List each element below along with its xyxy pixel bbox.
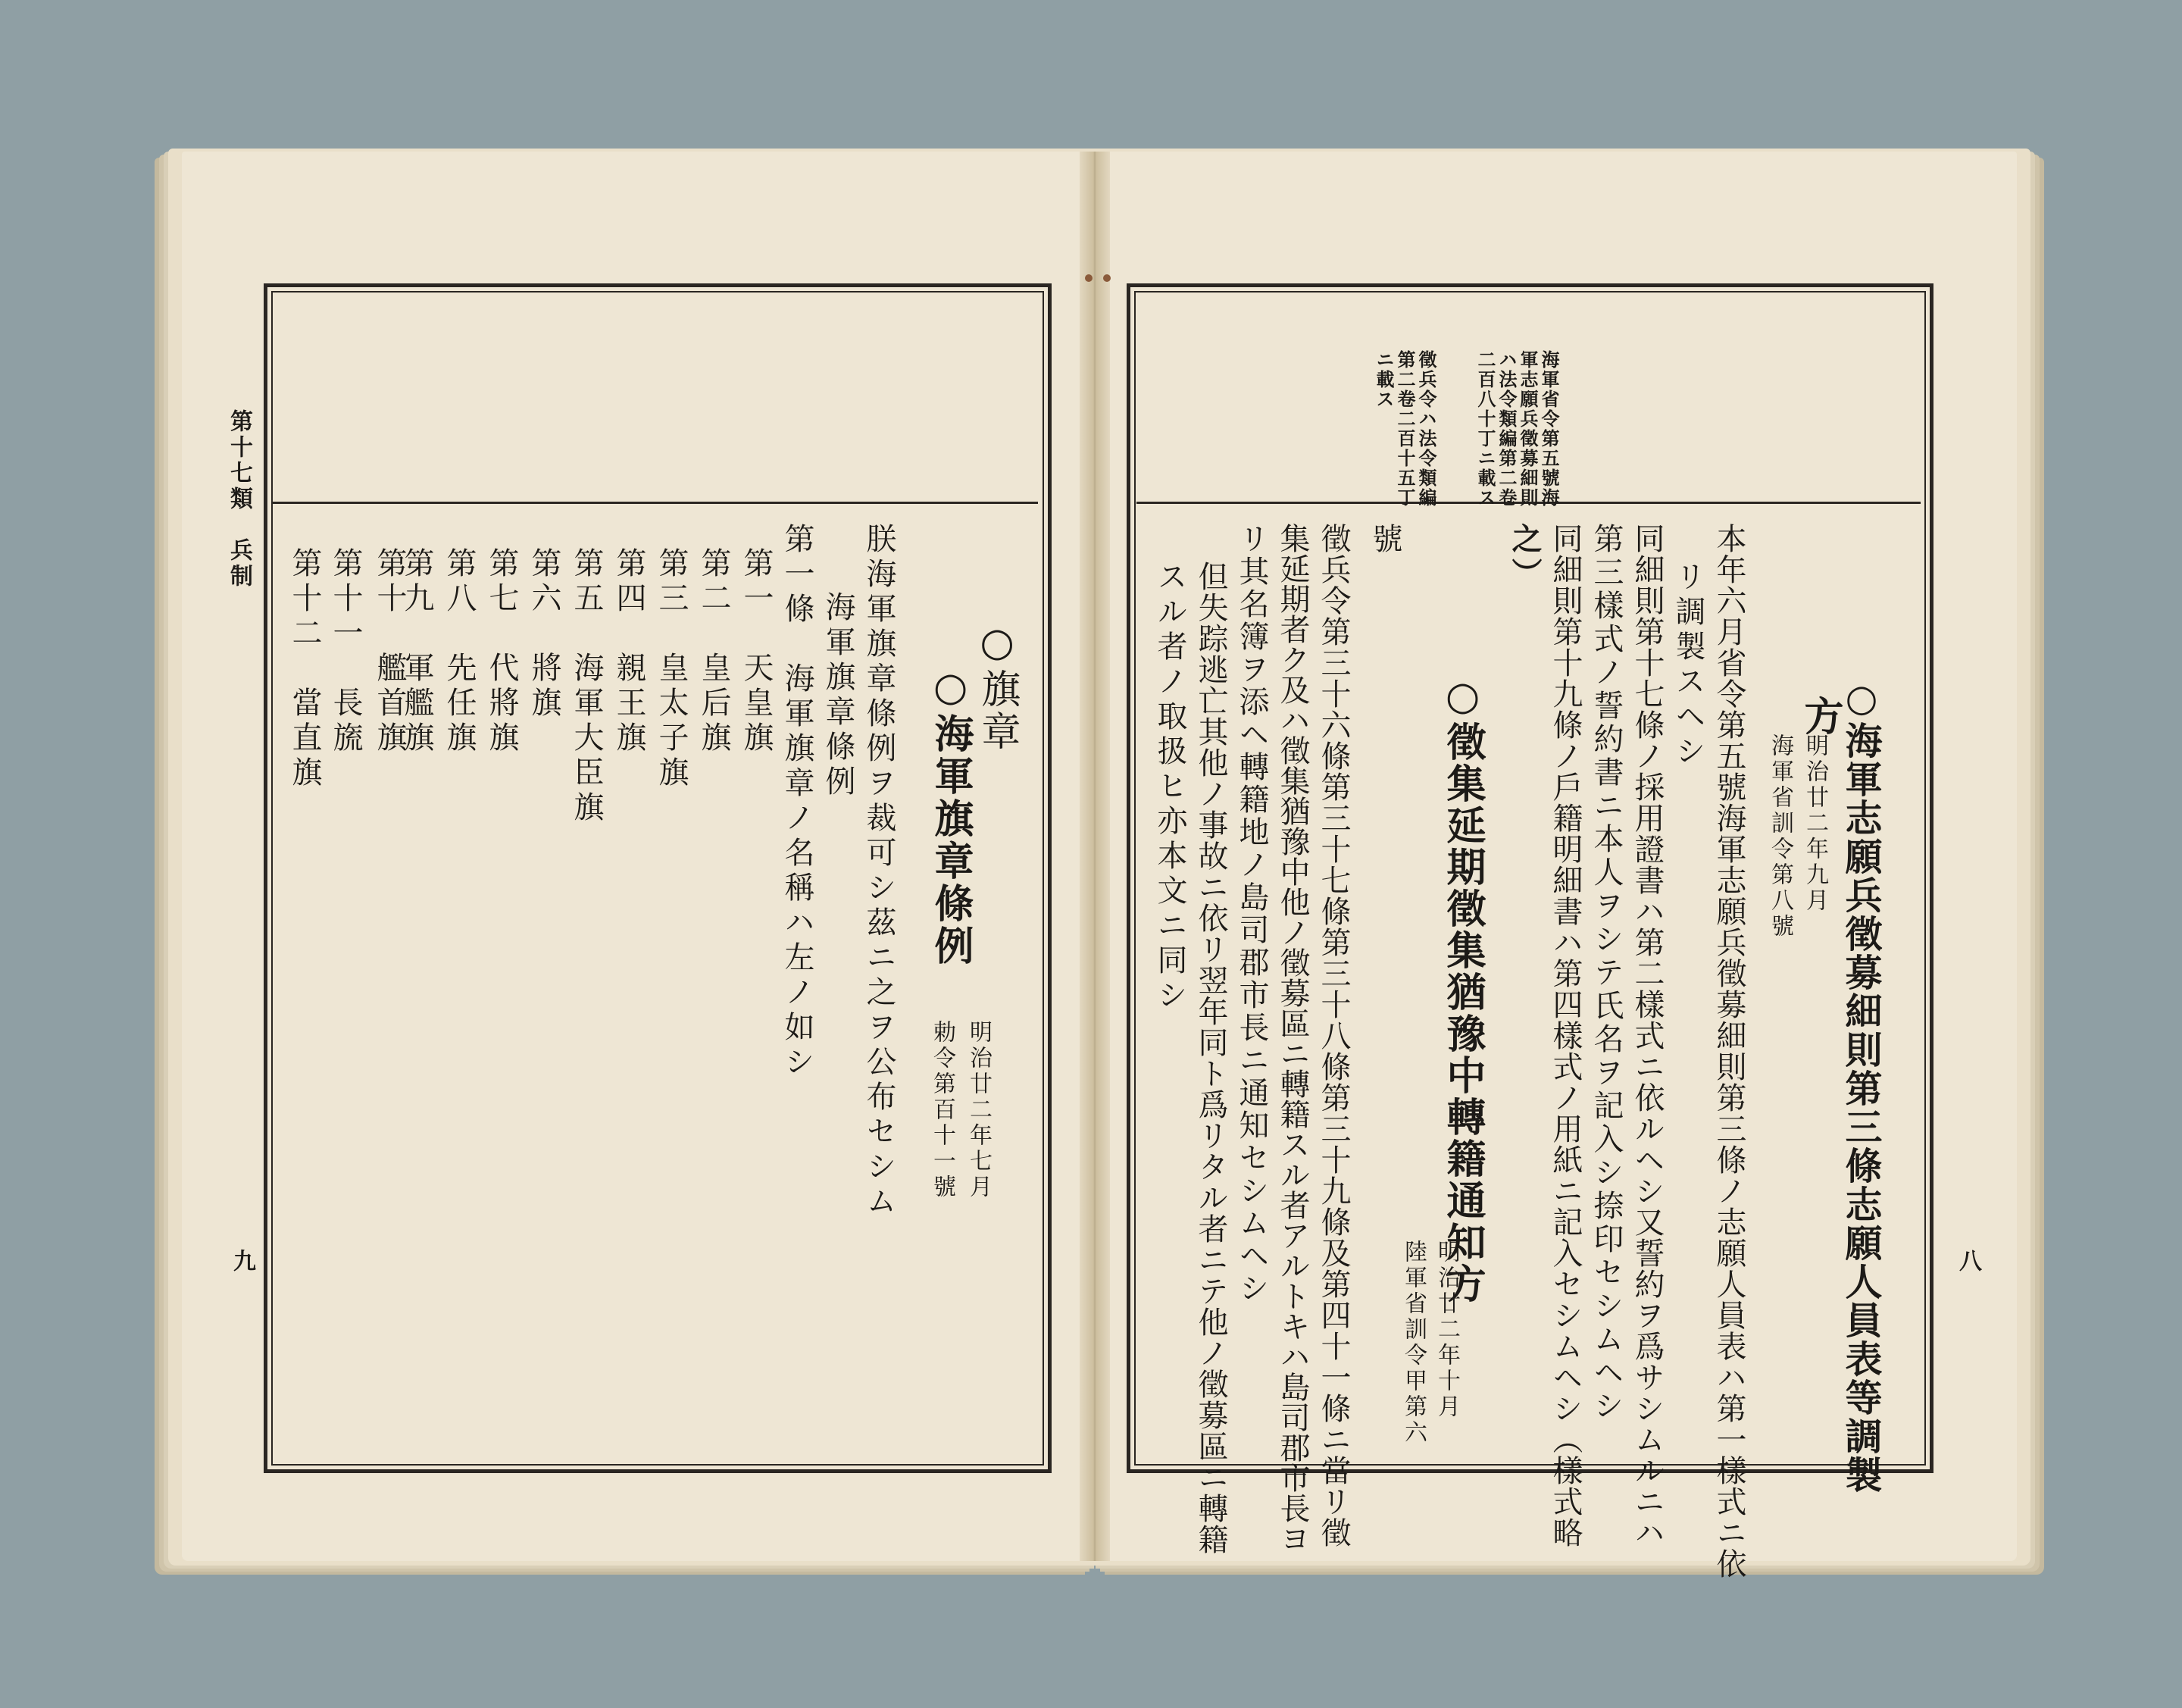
body-line: リ其名簿ヲ添ヘ轉籍地ノ島司郡市長ニ通知セシムヘシ — [1234, 523, 1269, 1305]
preamble: 朕海軍旗章條例ヲ裁可シ茲ニ之ヲ公布セシム — [861, 523, 896, 1220]
notice-date: 明治廿二年十月 — [1433, 1240, 1460, 1420]
law-date: 明治廿二年七月 — [965, 1020, 992, 1200]
notice-date: 明治廿二年九月 — [1802, 734, 1828, 914]
running-head: 第十七類 兵制 — [226, 409, 252, 590]
binding-hole — [1103, 274, 1111, 282]
flag-item: 第六 將旗 — [527, 547, 561, 721]
flag-item: 第十一 長旒 — [328, 547, 363, 756]
flag-item: 第一 天皇旗 — [739, 547, 774, 756]
body-line: 同細則第十九條ノ戶籍明細書ハ第四樣式ノ用紙ニ記入セシムヘシ（樣式略 — [1548, 523, 1583, 1548]
body-line: 之） — [1507, 523, 1543, 593]
notice-title-cont: 方 — [1797, 696, 1843, 738]
notice-number: 海軍省訓令第八號 — [1767, 734, 1793, 940]
body-line: 徵兵令第三十六條第三十七條第三十八條第三十九條及第四十一條ニ當リ徵 — [1316, 523, 1351, 1548]
notice-number: 陸軍省訓令甲第六 — [1400, 1240, 1427, 1446]
body-line: スル者ノ取扱ヒ亦本文ニ同シ — [1152, 561, 1187, 1014]
flag-item: 第七 代將旗 — [484, 547, 519, 756]
header-note-line: 軍志願兵徵募細則 — [1517, 350, 1539, 508]
flag-item: 第九 軍艦旗 — [399, 547, 434, 756]
book-gutter — [1080, 152, 1110, 1561]
body-line: リ調製スヘシ — [1671, 561, 1705, 770]
flag-item: 第四 親王旗 — [611, 547, 646, 756]
header-note-line: 二百八十丁ニ載ス — [1474, 350, 1496, 508]
header-note-line: ニ載ス — [1373, 350, 1395, 409]
body-line: 本年六月省令第五號海軍志願兵徵募細則第三條ノ志願人員表ハ第一樣式ニ依 — [1712, 523, 1746, 1579]
header-note-line: 第二卷二百十五丁 — [1394, 350, 1416, 508]
body-line: 第三樣式ノ誓約書ニ本人ヲシテ氏名ヲ記入シ捺印セシムヘシ — [1589, 523, 1624, 1423]
body-line: 但失踪逃亡其他ノ事故ニ依リ翌年同ト爲リタル者ニテ他ノ徵募區ニ轉籍 — [1193, 561, 1228, 1555]
notice-title: ○海軍志願兵徵募細則第三條志願人員表等調製 — [1840, 676, 1883, 1494]
inner-title: 海軍旗章條例 — [821, 591, 855, 800]
header-note-line: 海軍省令第五號海 — [1538, 350, 1560, 508]
law-number: 勅令第百十一號 — [929, 1020, 955, 1200]
article-1: 第一條 海軍旗章ノ名稱ハ左ノ如シ — [780, 523, 814, 1081]
binding-hole — [1085, 274, 1093, 282]
flag-item: 第三 皇太子旗 — [654, 547, 689, 791]
flag-item: 第五 海軍大臣旗 — [569, 547, 604, 826]
header-rule — [273, 502, 1038, 504]
notice-title: ○徵集延期徵集猶豫中轉籍通知方 — [1440, 673, 1486, 1305]
flag-item: 第十二 當直旗 — [287, 547, 322, 791]
header-note-line: ハ法令類編第二卷 — [1496, 350, 1518, 508]
section-heading: ○旗章 — [974, 620, 1020, 753]
flag-item: 第八 先任旗 — [442, 547, 477, 756]
law-title: ○海軍旗章條例 — [927, 664, 974, 968]
notice-number-cont: 號 — [1368, 523, 1402, 558]
flag-item: 第二 皇后旗 — [696, 547, 731, 756]
page-number: 八 — [1955, 1249, 1981, 1275]
flag-item: 第十 艦首旗 — [372, 547, 407, 756]
page-number: 九 — [229, 1249, 255, 1275]
body-line: 同細則第十七條ノ採用證書ハ第二樣式ニ依ルヘシ又誓約ヲ爲サシムルニハ — [1630, 523, 1665, 1548]
header-note-line: 徵兵令ハ法令類編 — [1415, 350, 1437, 508]
body-line: 集延期者ク及ハ徵集猶豫中他ノ徵募區ニ轉籍スル者アルトキハ島司郡市長ヨ — [1275, 523, 1310, 1553]
